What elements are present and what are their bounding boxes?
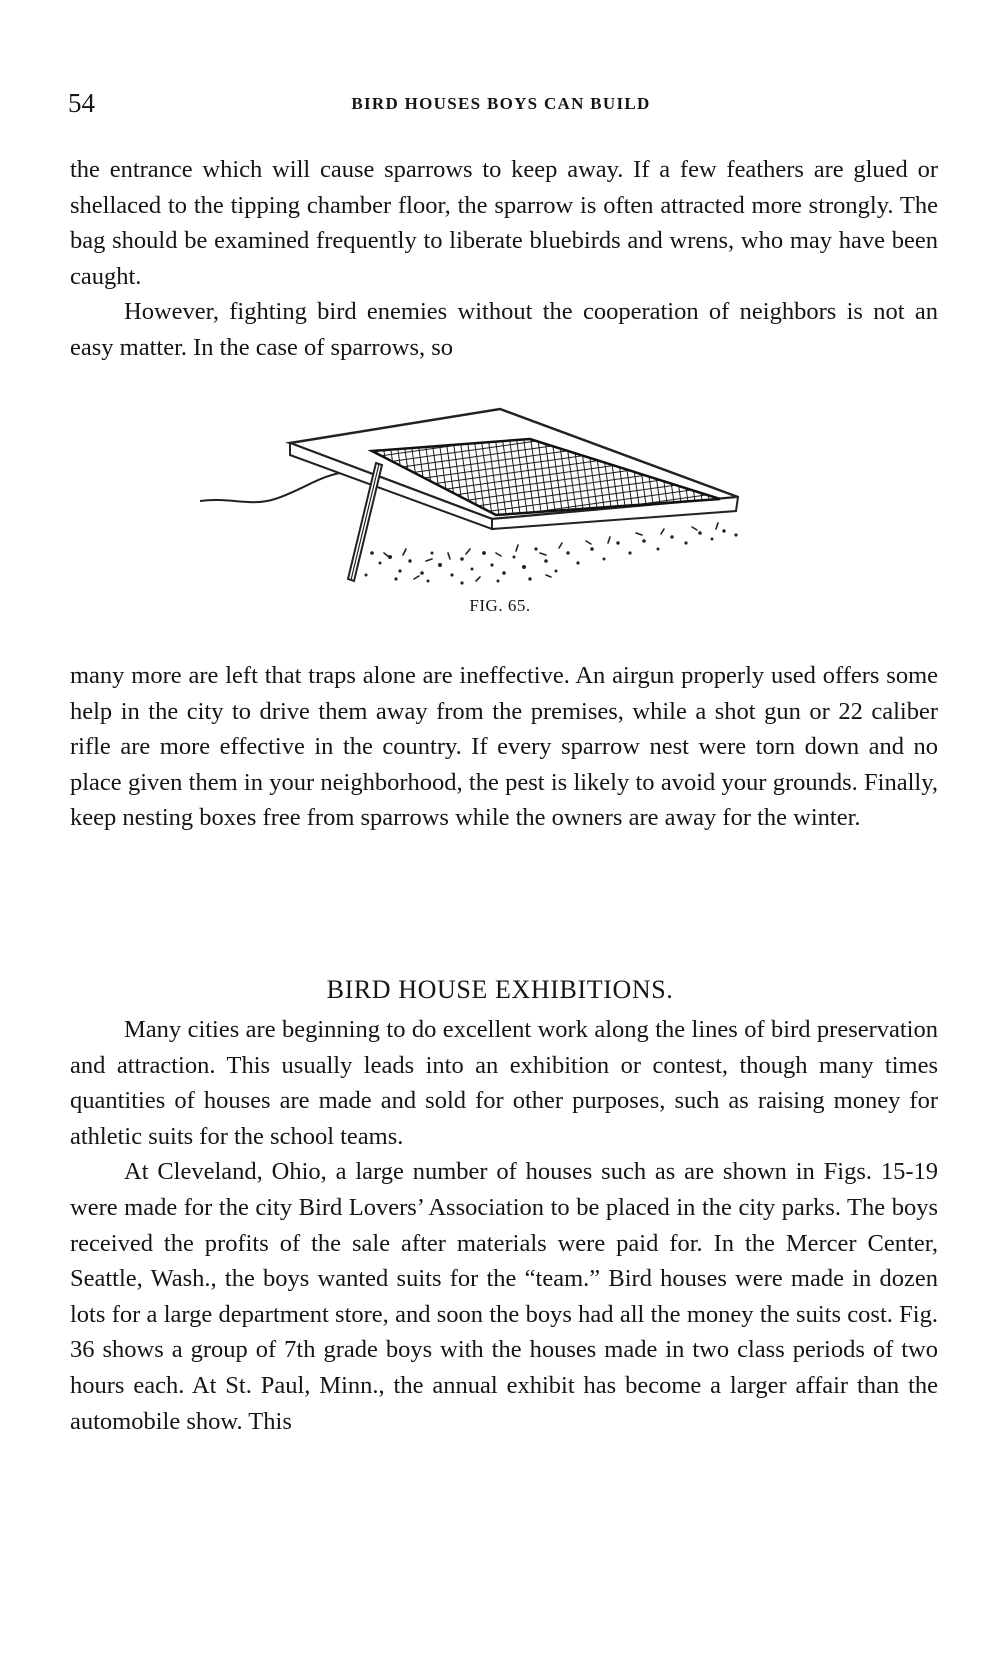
- page-header: [68, 88, 934, 124]
- paragraph: the entrance which will cause sparrows to keep away. If a few feathers are glued or shellaced to the tipping chamber floor, the sparrow is often attracted more strongly. The bag should be examined frequently to liberate bluebirds and wrens, who may have been caught.: [70, 156, 938, 290]
- text-block-middle: [70, 658, 938, 836]
- paragraph: Many cities are beginning to do excellent work along the lines of bird preservation and attraction. This usually leads into an exhibition or contest, though many times quantities of houses are made and sold for other purposes, such as raising money for athletic suits for the school teams.: [70, 1016, 938, 1150]
- paragraph: However, fighting bird enemies without the cooperation of neighbors is not an easy matter. In the case of sparrows, so: [70, 298, 938, 361]
- bait-crumb-strokes: [384, 523, 718, 581]
- sparrow-trap-illustration: [200, 403, 800, 593]
- page-number: 54: [68, 88, 95, 118]
- text-block-top: [70, 152, 938, 366]
- paragraph: many more are left that traps alone are ineffective. An airgun properly used offers some help in the city to drive them away from the premises, while a shot gun or 22 caliber rifle are more effective in the country. If every sparrow nest were torn down and no place given them in your neighborhood, the pest is likely to avoid your grounds. Finally, keep nesting boxes free from sparrows while the owners are away for the winter.: [70, 662, 938, 832]
- figure-caption: FIG. 65.: [469, 596, 531, 615]
- running-head: BIRD HOUSES BOYS CAN BUILD: [351, 94, 651, 113]
- figure-sparrow-trap: [200, 403, 800, 643]
- paragraph: At Cleveland, Ohio, a large number of houses such as are shown in Figs. 15-19 were made for the city Bird Lovers’ Association to be placed in the city parks. The boys received the profits of the sale after materials were paid for. In the Mercer Center, Seattle, Wash., the boys wanted suits for the “team.” Bird houses were made in dozen lots for a large department store, and soon the boys had all the money the suits cost. Fig. 36 shows a group of 7th grade boys with the houses made in two class periods of two hours each. At St. Paul, Minn., the annual exhibit has become a larger affair than the automobile show. This: [70, 1158, 938, 1435]
- text-block-bottom: [70, 1012, 938, 1439]
- section-heading: BIRD HOUSE EXHIBITIONS.: [326, 975, 674, 1004]
